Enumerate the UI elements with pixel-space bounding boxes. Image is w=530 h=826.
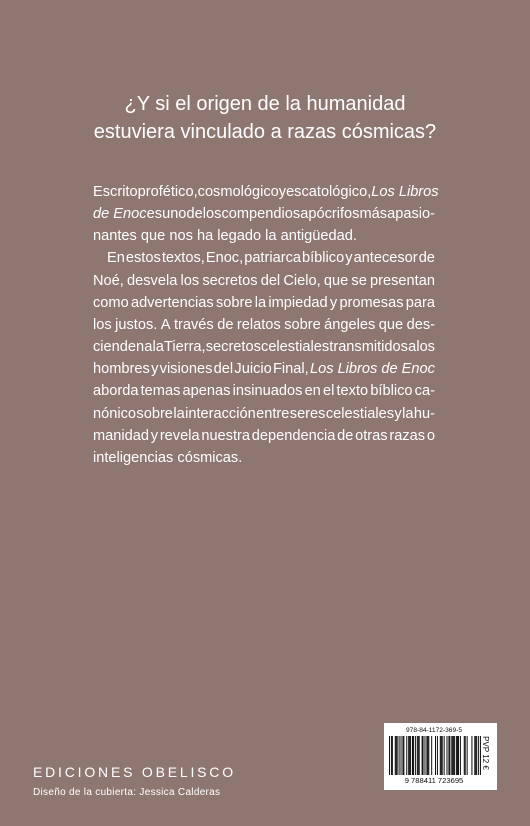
- text-line: [93, 358, 435, 380]
- word: y: [345, 250, 353, 267]
- word: bíblico: [302, 250, 345, 267]
- barcode-bar: [427, 736, 428, 775]
- word: texto: [336, 383, 369, 400]
- word: de: [217, 316, 234, 333]
- word: razas: [389, 427, 426, 444]
- barcode-bar: [457, 736, 458, 775]
- word: profético,: [137, 184, 198, 200]
- barcode-bar: [442, 736, 443, 775]
- barcode-bar: [415, 736, 416, 775]
- word: el: [322, 383, 335, 400]
- word: ángeles: [324, 316, 376, 333]
- barcode-bar: [464, 736, 465, 775]
- text-line: [93, 225, 435, 247]
- word: celestiales: [261, 339, 330, 356]
- price-label: PVP 12 €: [481, 736, 490, 770]
- word: Escrito: [93, 184, 138, 200]
- word: cienden: [93, 339, 145, 356]
- barcode-bar: [448, 736, 449, 775]
- barcode-bar: [467, 736, 468, 775]
- barcode-bar: [412, 736, 413, 775]
- word: través: [173, 316, 214, 333]
- barcode-bar: [475, 736, 476, 775]
- word: como: [93, 294, 129, 311]
- barcode-bar: [465, 736, 466, 775]
- word: advertencias: [130, 294, 214, 311]
- barcode-bar: [401, 736, 402, 775]
- word: justos.: [115, 316, 158, 333]
- barcode-bar: [391, 736, 392, 775]
- word: inteligencias: [93, 449, 174, 466]
- word: A: [160, 316, 171, 333]
- text-line: [93, 203, 435, 225]
- text-line: [93, 247, 435, 269]
- word: en: [304, 383, 321, 400]
- barcode-bar: [408, 736, 409, 775]
- word: cosmológico: [197, 184, 279, 200]
- barcode-bar: [437, 736, 438, 775]
- word: Noé,: [93, 272, 124, 289]
- barcode-bar: [402, 736, 403, 775]
- barcode-bar: [418, 736, 419, 775]
- word: nónico: [93, 405, 137, 422]
- word: Final,: [273, 361, 309, 378]
- word: revela: [159, 427, 200, 444]
- text-line: [93, 181, 439, 203]
- barcode-bar: [424, 736, 425, 775]
- barcode-bar: [423, 736, 424, 775]
- word: y: [394, 405, 402, 422]
- barcode-bar: [417, 736, 418, 775]
- word: la: [402, 405, 414, 422]
- word: otras: [355, 427, 388, 444]
- word: presentan: [370, 272, 435, 289]
- barcode-bar: [440, 736, 441, 775]
- word: y: [278, 184, 287, 200]
- word: patriarca: [244, 250, 301, 267]
- word: bíblico: [370, 383, 413, 400]
- word: impiedad: [268, 294, 328, 311]
- barcode-bar: [452, 736, 453, 775]
- barcode-bar: [447, 736, 448, 775]
- word: desvela: [127, 272, 178, 289]
- word: la: [254, 294, 267, 311]
- word: para: [405, 294, 435, 311]
- barcode-bar: [410, 736, 411, 775]
- word: celestiales: [325, 405, 394, 422]
- barcode-bar: [435, 736, 436, 775]
- word: sobre: [136, 405, 173, 422]
- word: compendios: [221, 206, 301, 223]
- description: [93, 181, 439, 469]
- word: de: [418, 250, 435, 267]
- isbn-text: 978-84-1172-369-5: [406, 727, 462, 734]
- word: los: [180, 272, 200, 289]
- word: interacción: [185, 405, 256, 422]
- barcode-label: [384, 723, 497, 790]
- barcode-bar: [397, 736, 398, 775]
- word: dependencia: [251, 427, 336, 444]
- word: visiones: [159, 361, 213, 378]
- word: de: [186, 206, 203, 223]
- barcode-bar: [471, 736, 472, 775]
- text-line: [93, 447, 435, 469]
- word: los: [93, 316, 112, 333]
- word: Enoc,: [205, 250, 244, 267]
- barcode-graphic: [389, 736, 481, 775]
- word: En: [107, 250, 125, 267]
- barcode-bar: [409, 736, 410, 775]
- word: legado: [217, 228, 262, 245]
- publisher-name: EDICIONES OBELISCO: [33, 764, 236, 780]
- text-line: [93, 314, 435, 336]
- word: seres: [289, 405, 326, 422]
- cover-design-credit: Diseño de la cubierta: Jessica Calderas: [33, 787, 221, 798]
- barcode-bar: [476, 736, 477, 775]
- word: es: [146, 206, 163, 223]
- word: estos: [125, 250, 161, 267]
- barcode-bar: [389, 736, 390, 775]
- word: y: [151, 361, 159, 378]
- barcode-bar: [456, 736, 457, 775]
- word: y: [150, 427, 159, 444]
- word: Cielo,: [283, 272, 321, 289]
- text-line: [93, 336, 435, 358]
- barcode-bar: [419, 736, 420, 775]
- word: hombres: [93, 361, 150, 378]
- barcode-bar: [453, 736, 454, 775]
- text-line: [93, 292, 435, 314]
- word: transmitidos: [329, 339, 408, 356]
- word: apenas: [182, 383, 231, 400]
- barcode-digits: 9 788411 723695: [404, 776, 464, 785]
- word: los: [416, 339, 435, 356]
- word: o: [426, 427, 435, 444]
- word: relatos: [236, 316, 281, 333]
- word: nantes: [93, 228, 137, 245]
- word: la: [265, 228, 277, 245]
- barcode-bar: [428, 736, 429, 775]
- barcode-bar: [474, 736, 475, 775]
- word: Juicio: [234, 361, 272, 378]
- word: textos,: [161, 250, 205, 267]
- headline: [0, 90, 530, 146]
- word: Tierra,: [163, 339, 206, 356]
- barcode-bar: [426, 736, 427, 775]
- word: nos: [169, 228, 193, 245]
- word: a: [408, 339, 417, 356]
- word: se: [351, 272, 367, 289]
- barcode-bar: [395, 736, 396, 775]
- word: sobre: [215, 294, 253, 311]
- word: promesas: [339, 294, 404, 311]
- barcode-bar: [399, 736, 400, 775]
- barcode-bar: [406, 736, 407, 775]
- word: antigüedad.: [280, 228, 357, 245]
- text-line: [93, 425, 435, 447]
- word: de Enoc: [93, 206, 147, 223]
- barcode-bar: [431, 736, 432, 775]
- word: nuestra: [201, 427, 251, 444]
- barcode-bar: [403, 736, 404, 775]
- word: apócrifos: [300, 206, 360, 223]
- word: antecesor: [353, 250, 418, 267]
- word: hu-: [413, 405, 435, 422]
- headline-line-1: ¿Y si el origen de la humanidad: [124, 93, 406, 115]
- barcode-bar: [449, 736, 450, 775]
- word: sobre: [284, 316, 321, 333]
- word: manidad: [93, 427, 149, 444]
- headline-line-2: estuviera vinculado a razas cósmicas?: [93, 121, 437, 143]
- word: ca-: [414, 383, 435, 400]
- word: y: [329, 294, 338, 311]
- word: ha: [196, 228, 214, 245]
- text-line: [93, 403, 435, 425]
- word: la: [152, 339, 164, 356]
- text-line: [93, 270, 435, 292]
- word: de: [337, 427, 354, 444]
- word: aborda: [93, 383, 139, 400]
- word: secretos: [205, 339, 261, 356]
- barcode-bar: [396, 736, 397, 775]
- barcode-bar: [454, 736, 455, 775]
- barcode-bar: [392, 736, 393, 775]
- word: apasio-: [387, 206, 435, 223]
- word: que: [378, 316, 404, 333]
- word: más: [359, 206, 388, 223]
- word: que: [323, 272, 349, 289]
- barcode-bar: [451, 736, 452, 775]
- word: Los Libros de Enoc: [309, 361, 435, 378]
- barcode-bar: [422, 736, 423, 775]
- word: la: [173, 405, 185, 422]
- word: temas: [140, 383, 181, 400]
- word: uno: [162, 206, 187, 223]
- barcode-bar: [460, 736, 461, 775]
- word: del: [213, 361, 234, 378]
- word: escatológico,: [286, 184, 372, 200]
- description-paragraph-1: [93, 181, 439, 247]
- word: insinuados: [232, 383, 303, 400]
- barcode-bar: [441, 736, 442, 775]
- word: Los Libros: [371, 184, 439, 200]
- text-line: [93, 380, 435, 402]
- word: del: [260, 272, 281, 289]
- word: los: [202, 206, 222, 223]
- barcode-bar: [458, 736, 459, 775]
- word: que: [140, 228, 166, 245]
- word: cósmicas.: [177, 449, 243, 466]
- word: secretos: [202, 272, 258, 289]
- word: a: [144, 339, 153, 356]
- word: entre: [256, 405, 290, 422]
- description-paragraph-2: [93, 247, 435, 469]
- barcode-bar: [413, 736, 414, 775]
- word: des-: [406, 316, 435, 333]
- barcode-bar: [444, 736, 445, 775]
